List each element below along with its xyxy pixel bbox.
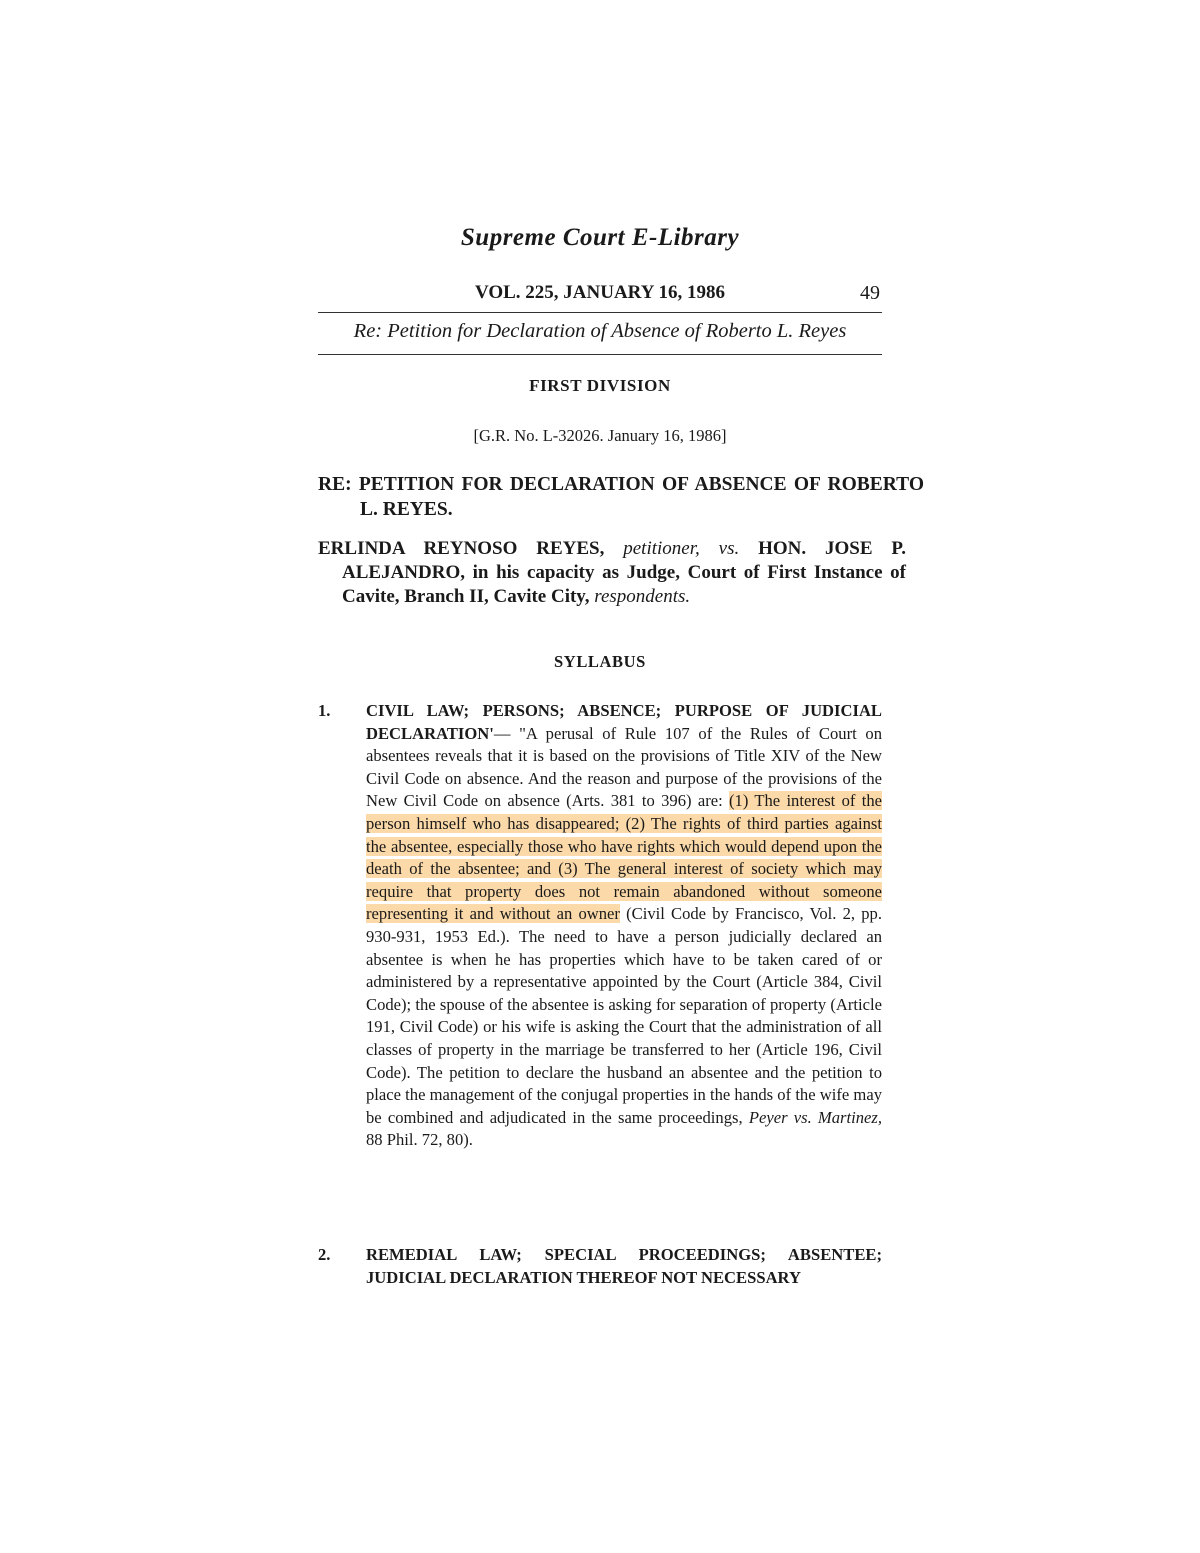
respondent-name: HON. JOSE P. ALEJANDRO, in his capacity as Judge, Court of First Instance of Cavite, Branch II, Cavite City, xyxy=(342,538,906,607)
library-header: Supreme Court E-Library xyxy=(460,224,740,251)
highlighted-passage: (1) The interest of the person himself who has disappeared; (2) The rights of third parties against the absentee, especially those who have rights which would depend upon the death of the absentee; and (3) The general interest of society which may require that property does not remain abandoned without someone representing it and without an owner xyxy=(366,791,882,924)
syllabus-item-heading: REMEDIAL LAW; SPECIAL PROCEEDINGS; ABSENTEE; JUDICIAL DECLARATION THEREOF NOT NECESSARY xyxy=(366,1245,882,1287)
syllabus-item-number: 2. xyxy=(318,1245,331,1264)
gr-number: [G.R. No. L-32026. January 16, 1986] xyxy=(473,426,727,445)
petitioner-name: ERLINDA REYNOSO REYES, xyxy=(318,538,605,559)
division-label: FIRST DIVISION xyxy=(529,376,671,395)
syllabus-item-heading: CIVIL LAW; PERSONS; ABSENCE; PURPOSE OF JUDICIAL DECLARATION' xyxy=(366,701,882,743)
syllabus-item-number: 1. xyxy=(318,701,331,720)
syllabus-item xyxy=(318,700,882,1152)
volume-label: VOL. 225, JANUARY 16, 1986 xyxy=(475,282,725,303)
citation-case: Peyer vs. Martinez, xyxy=(748,1107,882,1127)
citation-tail: 88 Phil. 72, 80). xyxy=(366,1130,473,1150)
header-rule-bottom xyxy=(318,354,882,355)
petitioner-role: petitioner, vs. xyxy=(623,538,740,559)
re-title: RE: PETITION FOR DECLARATION OF ABSENCE OF ROBERTO L. REYES. xyxy=(318,474,924,520)
parties-block xyxy=(318,537,906,609)
syllabus-item xyxy=(318,1244,882,1289)
syllabus-item-body xyxy=(366,700,882,1152)
page-number: 49 xyxy=(860,282,880,304)
syllabus-text-after: (Civil Code by Francisco, Vol. 2, pp. 930-931, 1953 Ed.). The need to have a person judicially declared an absentee is when he has properties which have to be taken cared of or administered by a representative appointed by the Court (Article 384, Civil Code); the spouse of the absentee is asking for separation of property (Article 191, Civil Code) or his wife is asking the Court that the administration of all classes of property in the marriage be transferred to her (Article 196, Civil Code). The petition to declare the husband an absentee and the petition to place the management of the conjugal properties in the hands of the wife may be combined and adjudicated in the same proceedings, xyxy=(366,904,882,1127)
case-title: Re: Petition for Declaration of Absence of Roberto L. Reyes xyxy=(353,320,847,342)
syllabus-text-before: — "A perusal of Rule 107 of the Rules of Court on absentees reveals that it is based on the provisions of Title XIV of the New Civil Code on absence. And the reason and purpose of the provisions of the New Civil Code on absence (Arts. 381 to 396) are: xyxy=(366,723,882,811)
running-head xyxy=(318,282,882,312)
header-rule-top xyxy=(318,312,882,313)
syllabus-heading: SYLLABUS xyxy=(554,652,646,671)
respondent-role: respondents. xyxy=(594,586,691,607)
